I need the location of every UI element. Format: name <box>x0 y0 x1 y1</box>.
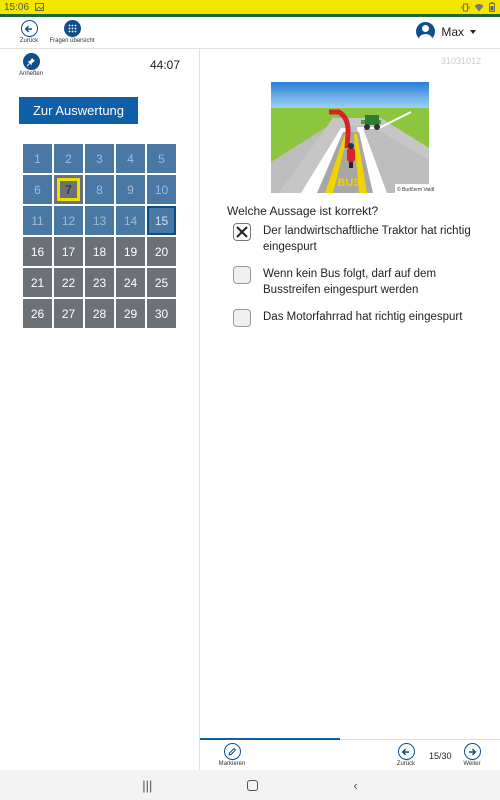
system-navigation-bar <box>0 770 500 800</box>
question-cell-18[interactable]: 18 <box>85 237 114 266</box>
answer-text: Wenn kein Bus folgt, darf auf dem Busstreifen eingespurt werden <box>263 268 437 296</box>
question-panel <box>201 49 500 740</box>
checkbox-icon[interactable] <box>233 309 251 327</box>
question-cell-4[interactable]: 4 <box>116 144 145 173</box>
pin-icon <box>23 53 40 70</box>
question-counter: 15/30 <box>429 751 452 761</box>
question-sidebar <box>0 49 200 770</box>
bottom-toolbar <box>200 739 500 770</box>
next-label: Weiter <box>463 761 481 767</box>
checkbox-checked-icon[interactable] <box>233 223 251 241</box>
question-cell-15[interactable]: 15 <box>147 206 176 235</box>
progress-bar <box>200 738 340 740</box>
question-grid <box>23 144 176 328</box>
mark-label: Markieren <box>218 761 246 767</box>
question-cell-28[interactable]: 28 <box>85 299 114 328</box>
battery-icon <box>488 2 496 12</box>
pin-label: Anheften <box>18 71 44 77</box>
question-cell-20[interactable]: 20 <box>147 237 176 266</box>
question-cell-7[interactable]: 7 <box>54 175 83 204</box>
user-menu[interactable] <box>416 22 476 41</box>
question-cell-6[interactable]: 6 <box>23 175 52 204</box>
question-cell-13[interactable]: 13 <box>85 206 114 235</box>
question-text: Welche Aussage ist korrekt? <box>227 204 379 218</box>
back-label: Zurück <box>19 38 39 44</box>
question-cell-10[interactable]: 10 <box>147 175 176 204</box>
question-cell-11[interactable]: 11 <box>23 206 52 235</box>
question-id: 31031012 <box>440 56 481 66</box>
question-cell-22[interactable]: 22 <box>54 268 83 297</box>
chevron-down-icon <box>470 30 476 34</box>
answer-option-3[interactable] <box>233 309 483 327</box>
question-cell-25[interactable]: 25 <box>147 268 176 297</box>
question-cell-19[interactable]: 19 <box>116 237 145 266</box>
evaluate-button[interactable]: Zur Auswertung <box>19 97 138 124</box>
arrow-left-icon <box>21 20 38 37</box>
status-time: 15:06 <box>4 1 30 13</box>
previous-question-button[interactable] <box>389 743 423 767</box>
user-name: Max <box>441 24 464 39</box>
question-cell-14[interactable]: 14 <box>116 206 145 235</box>
previous-label: Zurück <box>396 761 416 767</box>
question-cell-8[interactable]: 8 <box>85 175 114 204</box>
checkbox-icon[interactable] <box>233 266 251 284</box>
answer-text: Der landwirtschaftliche Traktor hat richtig eingespurt <box>263 225 471 253</box>
question-cell-16[interactable]: 16 <box>23 237 52 266</box>
pin-button[interactable] <box>18 53 44 77</box>
arrow-left-icon <box>398 743 415 760</box>
arrow-right-icon <box>464 743 481 760</box>
question-cell-3[interactable]: 3 <box>85 144 114 173</box>
wifi-icon <box>474 3 484 12</box>
road-marking-text: BUS <box>337 177 361 189</box>
question-cell-23[interactable]: 23 <box>85 268 114 297</box>
top-navigation <box>0 17 500 49</box>
question-cell-1[interactable]: 1 <box>23 144 52 173</box>
question-cell-5[interactable]: 5 <box>147 144 176 173</box>
question-cell-2[interactable]: 2 <box>54 144 83 173</box>
question-cell-17[interactable]: 17 <box>54 237 83 266</box>
image-icon <box>35 3 44 11</box>
answer-text: Das Motorfahrrad hat richtig eingespurt <box>263 311 463 323</box>
question-cell-21[interactable]: 21 <box>23 268 52 297</box>
system-back-icon[interactable]: ‹ <box>353 777 358 793</box>
question-cell-27[interactable]: 27 <box>54 299 83 328</box>
image-caption: © Budčerm Vaidl <box>397 187 435 193</box>
status-bar <box>0 0 500 14</box>
home-icon[interactable] <box>247 780 258 791</box>
question-cell-30[interactable]: 30 <box>147 299 176 328</box>
avatar-icon <box>416 22 435 41</box>
answer-option-2[interactable] <box>233 266 483 298</box>
timer: 44:07 <box>149 58 180 72</box>
traffic-scene-image <box>271 82 435 193</box>
vibrate-icon <box>461 3 470 12</box>
question-cell-24[interactable]: 24 <box>116 268 145 297</box>
mark-button[interactable] <box>215 743 249 767</box>
question-overview-button[interactable] <box>47 20 97 44</box>
pencil-icon <box>224 743 241 760</box>
recents-icon[interactable]: ||| <box>142 777 153 793</box>
question-cell-9[interactable]: 9 <box>116 175 145 204</box>
question-cell-12[interactable]: 12 <box>54 206 83 235</box>
next-question-button[interactable] <box>455 743 489 767</box>
grid-icon <box>64 20 81 37</box>
question-cell-26[interactable]: 26 <box>23 299 52 328</box>
answer-option-1[interactable] <box>233 223 483 255</box>
overview-label: Fragen übersicht <box>49 38 95 44</box>
question-cell-29[interactable]: 29 <box>116 299 145 328</box>
